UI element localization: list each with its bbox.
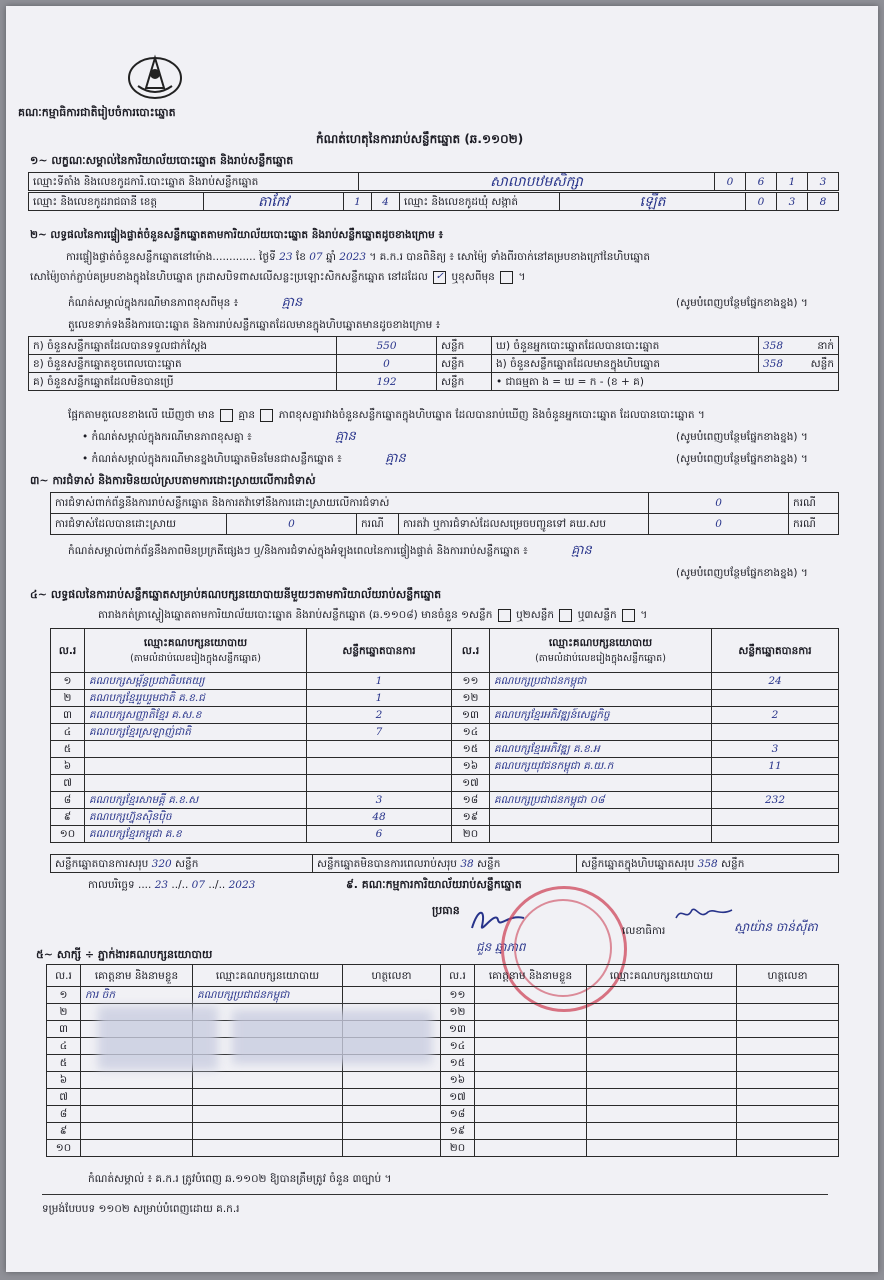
witness-name	[475, 1140, 587, 1157]
witness-row	[47, 1123, 839, 1140]
change-note	[68, 296, 302, 310]
verification-year: 2023	[339, 251, 367, 263]
section-1-heading: ១~ លក្ខណៈសម្គាល់នៃការិយាល័យបោះឆ្នោត និងរាប់សន្លឹកឆ្នោត	[30, 154, 294, 167]
col-party-subtitle: (តាមលំដាប់លេខរៀងក្នុងសន្លឹកឆ្នោត)	[535, 652, 666, 664]
forwarded-unit: ករណី	[789, 514, 839, 535]
witness-signature	[737, 1021, 839, 1038]
party-votes: 3	[307, 792, 452, 809]
committee-name: គណៈកម្មាធិការជាតិរៀបចំការបោះឆ្នោត	[18, 106, 176, 119]
witness-name	[475, 1004, 587, 1021]
witness-signature	[737, 1123, 839, 1140]
two-sheet-checkbox[interactable]	[559, 609, 572, 622]
party-number: ៦	[51, 758, 85, 775]
district-label: ឈ្មោះ និងលេខកូដរាជធានី ខេត្ត	[29, 193, 204, 211]
party-number: ១៦	[452, 758, 490, 775]
party-name: គណបក្សខ្មែរសាមគ្គី គ.ខ.ស	[85, 792, 307, 809]
figure-value: 0	[337, 355, 437, 373]
party-number: ១៥	[452, 741, 490, 758]
secretary-label: លេខាធិការ	[622, 925, 666, 937]
party-votes: 6	[307, 826, 452, 843]
invalid-total-label: សន្លឹកឆ្នោតមិនបានការពេលរាប់សរុប	[317, 857, 457, 870]
change-note-label: កំណត់សម្គាល់ក្នុងករណីមានភាពខុសពីមុន ៖	[68, 297, 239, 309]
col-no-header: ល.រ	[452, 629, 490, 673]
nonmatch-note-hint: (សូមបំពេញបន្ថែមផ្នែកខាងខ្នង) ។	[676, 453, 808, 465]
figures-intro: តួលេខទាក់ទងនឹងការបោះឆ្នោត និងការរាប់សន្លឹកឆ្នោតដែលមានក្នុងហិបឆ្នោតមានដូចខាងក្រោម ៖	[68, 319, 441, 331]
witness-number: ១២	[441, 1004, 475, 1021]
witness-number: ៧	[47, 1089, 81, 1106]
party-votes: 1	[307, 690, 452, 707]
figure-unit: សន្លឹក	[437, 355, 492, 373]
box-total-value: 358	[697, 857, 718, 870]
figure-value: 358	[763, 339, 784, 352]
difference-note-hint: (សូមបំពេញបន្ថែមផ្នែកខាងខ្នង) ។	[676, 431, 808, 443]
witness-row	[47, 1140, 839, 1157]
witness-signature	[343, 1072, 441, 1089]
month-prefix: ខែ	[295, 251, 306, 263]
witness-number: ១៧	[441, 1089, 475, 1106]
forwarded-label: ការតវ៉ា ឬការជំទាស់ដែលសម្រេចបញ្ជូនទៅ គឃ.សប	[399, 514, 649, 535]
forwarded-value: 0	[649, 514, 789, 535]
nonmatch-note-value: គ្មាន	[385, 451, 406, 466]
party-votes	[307, 741, 452, 758]
witness-name	[475, 987, 587, 1004]
change-note-value: គ្មាន	[281, 295, 303, 310]
station-label: ឈ្មោះទីតាំង និងលេខកូដការិ.បោះឆ្នោត និងរាប់សន្លឹកឆ្នោត	[29, 173, 359, 191]
figure-label: ង) ចំនួនសន្លឹកឆ្នោតដែលមានក្នុងហិបឆ្នោត	[492, 355, 759, 373]
witness-name	[81, 1089, 193, 1106]
col-party-header	[85, 629, 307, 673]
witness-col-name: គោត្តនាម និងនាមខ្លួន	[81, 965, 193, 987]
box-total-label: សន្លឹកឆ្នោតក្នុងហិបឆ្នោតសរុប	[581, 857, 695, 870]
party-name: គណបក្សខ្មែររួបរួមជាតិ គ.ខ.ជ	[85, 690, 307, 707]
witness-name	[475, 1106, 587, 1123]
totals-table	[50, 854, 839, 873]
witness-number: ៣	[47, 1021, 81, 1038]
date-day: 23	[154, 879, 169, 891]
valid-total-value: 320	[151, 857, 172, 870]
date-month: 07	[191, 879, 206, 891]
col-party-title: ឈ្មោះគណបក្សនយោបាយ	[548, 636, 653, 649]
party-votes	[307, 775, 452, 792]
party-votes	[712, 724, 839, 741]
form-footer: ទម្រង់បែបបទ ១១០២ សម្រាប់បំពេញដោយ គ.ក.រ	[42, 1203, 240, 1215]
results-row	[51, 792, 839, 809]
difference-check	[68, 408, 705, 422]
station-code-digit: 1	[777, 173, 808, 191]
irregularity-note	[68, 544, 592, 558]
witness-col-sign: ហត្ថលេខា	[343, 965, 441, 987]
date-label: កាលបរិច្ឆេទ	[88, 879, 135, 891]
witness-party	[587, 1004, 737, 1021]
invalid-total	[313, 855, 577, 873]
valid-total-unit: សន្លឹក	[175, 857, 199, 870]
district-code-digit: 4	[372, 193, 400, 211]
valid-total-label: សន្លឹកឆ្នោតបានការសរុប	[55, 857, 149, 870]
difference-check-text: ផ្អែកតាមតួលេខខាងលើ ឃើញថា មាន	[68, 409, 215, 421]
verification-line-1	[66, 250, 650, 264]
section-3-heading: ៣~ ការជំទាស់ និងការមិនយល់ស្របតាមការដោះស្រាយលើការជំទាស់	[30, 474, 316, 487]
date-year: 2023	[228, 879, 256, 891]
witness-row	[47, 987, 839, 1004]
chair-label: ប្រធាន	[432, 904, 460, 917]
witness-name: ការ ចិក	[81, 987, 193, 1004]
station-value: សាលាបឋមសិក្សា	[359, 173, 715, 191]
witness-col-party: ឈ្មោះគណបក្សនយោបាយ	[587, 965, 737, 987]
witness-party	[587, 1089, 737, 1106]
figure-value-unit	[759, 337, 839, 355]
witness-party	[587, 1072, 737, 1089]
witness-number: ៩	[47, 1123, 81, 1140]
party-name	[490, 809, 712, 826]
witness-signature	[737, 1004, 839, 1021]
form-title: កំណត់ហេតុនៃការរាប់សន្លឹកឆ្នោត (ឆ.១១០២)	[316, 132, 524, 146]
witness-name	[475, 1038, 587, 1055]
station-code-digit: 0	[715, 173, 746, 191]
party-number: ១៤	[452, 724, 490, 741]
change-note-hint: (សូមបំពេញបន្ថែមផ្នែកខាងខ្នង) ។	[676, 297, 808, 309]
party-votes: 2	[307, 707, 452, 724]
party-number: ៤	[51, 724, 85, 741]
witness-name	[81, 1140, 193, 1157]
station-code-digit: 3	[808, 173, 839, 191]
party-name: គណបក្សខ្មែរអភិវឌ្ឍ គ.ខ.អ	[490, 741, 712, 758]
col-party-header	[490, 629, 712, 673]
party-number: ៧	[51, 775, 85, 792]
party-name: គណបក្សខ្មែរកម្ពុជា គ.ខ	[85, 826, 307, 843]
verification-month: 07	[309, 251, 323, 263]
party-name: គណបក្សខ្មែរស្រឡាញ់ជាតិ	[85, 724, 307, 741]
figure-value-unit	[759, 355, 839, 373]
figure-formula: • ជាធម្មតា ង = ឃ = ក - (ខ + គ)	[492, 373, 839, 391]
party-number: ១៩	[452, 809, 490, 826]
invalid-total-unit: សន្លឹក	[477, 857, 501, 870]
party-number: ១៨	[452, 792, 490, 809]
party-name: គណបក្សសញ្ញាតិខ្មែរ គ.ស.ខ	[85, 707, 307, 724]
results-row	[51, 707, 839, 724]
party-votes: 11	[712, 758, 839, 775]
witness-row	[47, 1072, 839, 1089]
verification-line-2: សោម៉្យៃចាក់ភ្ជាប់គម្របខាងក្នុងនៃហិបឆ្នោត ក្រដាសបិទពាសលើសន្លះប្រឡោះសិកសន្លឹកឆ្នោត នៅដដែល ✓ ឬខុសពីមុន ។	[30, 270, 526, 283]
witness-number: ១៤	[441, 1038, 475, 1055]
objection-unit: ករណី	[789, 493, 839, 514]
party-number: ១១	[452, 673, 490, 690]
witness-number: ១១	[441, 987, 475, 1004]
witness-signature	[737, 1106, 839, 1123]
results-row	[51, 673, 839, 690]
three-sheet-checkbox[interactable]	[622, 609, 635, 622]
witness-name	[81, 1106, 193, 1123]
figure-unit: សន្លឹក	[810, 357, 834, 370]
party-number: ១៣	[452, 707, 490, 724]
witness-number: ១	[47, 987, 81, 1004]
figure-label: គ) ចំនួនសន្លឹកឆ្នោតដែលមិនបានប្រើ	[29, 373, 337, 391]
party-number: ៨	[51, 792, 85, 809]
witness-number: ៤	[47, 1038, 81, 1055]
col-votes-header: សន្លឹកឆ្នោតបានការ	[712, 629, 839, 673]
results-row	[51, 809, 839, 826]
results-row	[51, 758, 839, 775]
tally-sheet-text: តារាងកត់ត្រាស្ទៀងឆ្នោតតាមការិយាល័យបោះឆ្នោត និងរាប់សន្លឹកឆ្នោត (ឆ.១១០៨) មានចំនួន ១សន្លឹក	[98, 609, 493, 621]
witness-party	[193, 1072, 343, 1089]
valid-total	[51, 855, 313, 873]
party-votes: 3	[712, 741, 839, 758]
figure-unit: សន្លឹក	[437, 373, 492, 391]
party-number: ១០	[51, 826, 85, 843]
party-votes: 2	[712, 707, 839, 724]
objection-table	[50, 492, 839, 535]
col-party-subtitle: (តាមលំដាប់លេខរៀងក្នុងសន្លឹកឆ្នោត)	[130, 652, 261, 664]
results-body	[51, 673, 839, 843]
ballot-figures-table	[28, 336, 839, 391]
witness-signature	[737, 1038, 839, 1055]
invalid-total-value: 38	[460, 857, 474, 870]
witness-number: ១០	[47, 1140, 81, 1157]
results-row	[51, 690, 839, 707]
col-party-title: ឈ្មោះគណបក្សនយោបាយ	[143, 636, 248, 649]
witness-signature	[737, 1140, 839, 1157]
witness-name	[475, 1123, 587, 1140]
results-table	[50, 628, 839, 843]
changed-label: ឬខុសពីមុន	[451, 271, 495, 283]
witness-number: ១៣	[441, 1021, 475, 1038]
three-sheet-label: ឬ៣សន្លឹក	[577, 609, 617, 621]
difference-yes-checkbox[interactable]	[220, 409, 233, 422]
box-total-unit: សន្លឹក	[721, 857, 745, 870]
district-table	[28, 192, 839, 211]
witness-signature	[343, 1106, 441, 1123]
difference-check-rest: ភាពខុសគ្នារវាងចំនួនសន្លឹកឆ្នោតក្នុងហិបឆ្នោត ដែលបានរាប់ឃើញ និងចំនួនអ្នកបោះឆ្នោត ដែលបានបោះឆ្នោត ។	[278, 409, 705, 421]
commune-code-digit: 0	[746, 193, 777, 211]
witness-number: ១៩	[441, 1123, 475, 1140]
commune-code-digit: 3	[777, 193, 808, 211]
witness-signature	[343, 1140, 441, 1157]
witness-signature	[737, 987, 839, 1004]
chair-name: ជួន ឆ្មាភាព	[476, 940, 526, 954]
witness-party: គណបក្សប្រជាជនកម្ពុជា	[193, 987, 343, 1004]
witness-number: ២	[47, 1004, 81, 1021]
one-sheet-checkbox[interactable]	[498, 609, 511, 622]
witness-signature	[737, 1089, 839, 1106]
witness-party	[193, 1140, 343, 1157]
witness-number: ៨	[47, 1106, 81, 1123]
witness-number: ២០	[441, 1140, 475, 1157]
party-votes: 48	[307, 809, 452, 826]
results-row	[51, 826, 839, 843]
nonmatch-note	[82, 452, 406, 466]
changed-checkbox[interactable]	[500, 271, 513, 284]
witness-party	[587, 1106, 737, 1123]
party-name: គណបក្សហ្វ៊ុនស៊ិនប៉ិច	[85, 809, 307, 826]
commune-label: ឈ្មោះ និងលេខកូដឃុំ សង្កាត់	[400, 193, 560, 211]
party-name	[85, 758, 307, 775]
party-number: ១២	[452, 690, 490, 707]
committee-emblem	[126, 48, 184, 100]
witness-number: ១៨	[441, 1106, 475, 1123]
tally-sheet-line: តារាងកត់ត្រាស្ទៀងឆ្នោតតាមការិយាល័យបោះឆ្នោត និងរាប់សន្លឹកឆ្នោត (ឆ.១១០៨) មានចំនួន ១សន្លឹក ឬ២សន្លឹក ឬ៣សន្លឹក ។	[98, 609, 648, 621]
objection-row-label: ការជំទាស់ពាក់ព័ន្ធនឹងការរាប់សន្លឹកឆ្នោត និងការតវ៉ាទៅនឹងការដោះស្រាយលើការជំទាស់	[51, 493, 649, 514]
party-number: ១៧	[452, 775, 490, 792]
witness-number: ១៥	[441, 1055, 475, 1072]
irregularity-note-value: គ្មាន	[571, 543, 592, 558]
party-name	[85, 775, 307, 792]
seal-check-text: សោម៉្យៃចាក់ភ្ជាប់គម្របខាងក្នុងនៃហិបឆ្នោត ក្រដាសបិទពាសលើសន្លះប្រឡោះសិកសន្លឹកឆ្នោត នៅដដែល	[30, 271, 428, 283]
witness-party	[587, 1140, 737, 1157]
commune-value: ឡើត	[560, 193, 746, 211]
witness-col-no: ល.រ	[441, 965, 475, 987]
witness-party	[193, 1123, 343, 1140]
party-votes: 7	[307, 724, 452, 741]
form-sheet	[6, 6, 878, 1272]
redacted-parties	[232, 1010, 432, 1064]
witness-signature	[343, 1089, 441, 1106]
witness-name	[475, 1072, 587, 1089]
difference-note-label: • កំណត់សម្គាល់ក្នុងករណីមានភាពខុសគ្នា ៖	[82, 431, 252, 443]
resolved-label: ការជំទាស់ដែលបានដោះស្រាយ	[51, 514, 227, 535]
party-name	[85, 741, 307, 758]
witness-party	[587, 987, 737, 1004]
witness-col-name: គោត្តនាម និងនាមខ្លួន	[475, 965, 587, 987]
witness-signature	[343, 987, 441, 1004]
nonmatch-note-label: • កំណត់សម្គាល់ក្នុងករណីមានខ្នងហិបឆ្នោតមិនមែនជាសន្លឹកឆ្នោត ៖	[82, 453, 342, 465]
witness-name	[81, 1123, 193, 1140]
party-name	[490, 775, 712, 792]
party-number: ៣	[51, 707, 85, 724]
witness-party	[587, 1021, 737, 1038]
party-votes: 232	[712, 792, 839, 809]
figure-value: 550	[337, 337, 437, 355]
commune-code-digit: 8	[808, 193, 839, 211]
results-row	[51, 724, 839, 741]
party-name: គណបក្សប្រជាជនកម្ពុជា	[490, 673, 712, 690]
results-row	[51, 775, 839, 792]
figure-unit: នាក់	[817, 339, 834, 352]
verification-check-text: ។ គ.ក.រ បានពិនិត្យ ៖ សោម៉្យៃ ទាំងពីរចាក់នៅគម្របខាងក្រៅនៃហិបឆ្នោត	[369, 251, 651, 263]
party-number: ២០	[452, 826, 490, 843]
difference-none-checkbox[interactable]	[260, 409, 273, 422]
party-votes	[307, 758, 452, 775]
counting-committee-label: ៩. គណៈកម្មការការិយាល័យរាប់សន្លឹកឆ្នោត	[346, 878, 522, 891]
redacted-names	[98, 1006, 218, 1070]
party-votes	[712, 775, 839, 792]
box-total	[577, 855, 839, 873]
footer-divider	[42, 1194, 828, 1195]
witness-number: ៥	[47, 1055, 81, 1072]
objection-row-value: 0	[649, 493, 789, 514]
section-5-heading: ៥~ សាក្សី ÷ ភ្នាក់ងារគណបក្សនយោបាយ	[36, 948, 213, 961]
figures-row	[29, 355, 839, 373]
witness-party	[193, 1106, 343, 1123]
witness-name	[475, 1089, 587, 1106]
witness-number: ៦	[47, 1072, 81, 1089]
district-code-digit: 1	[344, 193, 372, 211]
witness-signature	[737, 1072, 839, 1089]
witness-party	[193, 1089, 343, 1106]
witness-row	[47, 1106, 839, 1123]
party-number: ៥	[51, 741, 85, 758]
irregularity-note-hint: (សូមបំពេញបន្ថែមផ្នែកខាងខ្នង) ។	[676, 567, 808, 579]
figure-value: 192	[337, 373, 437, 391]
figures-row	[29, 373, 839, 391]
witness-signature	[343, 1123, 441, 1140]
witness-col-sign: ហត្ថលេខា	[737, 965, 839, 987]
section-2-heading: ២~ លទ្ធផលនៃការផ្ទៀងផ្ទាត់ចំនួនសន្លឹកឆ្នោតតាមការិយាល័យបោះឆ្នោត និងរាប់សន្លឹកឆ្នោតដូចខាងក្រោម ៖	[30, 229, 444, 241]
witness-party	[587, 1038, 737, 1055]
footer-note: កំណត់សម្គាល់ ៖ គ.ក.រ ត្រូវបំពេញ ឆ.១១០២ ឱ្យបានត្រឹមត្រូវ ចំនួន ៣ច្បាប់ ។	[88, 1173, 392, 1185]
results-row	[51, 741, 839, 758]
verification-time-text: ការផ្ទៀងផ្ទាត់ចំនួនសន្លឹកឆ្នោតនៅម៉ោង............. ថ្ងៃទី	[66, 251, 276, 263]
party-votes	[712, 690, 839, 707]
party-votes: 24	[712, 673, 839, 690]
station-code-digit: 6	[746, 173, 777, 191]
witness-col-no: ល.រ	[47, 965, 81, 987]
irregularity-note-label: កំណត់សម្គាល់ពាក់ព័ន្ធនឹងភាពមិនប្រក្រតីផ្សេងៗ ឬ/និងការជំទាស់ក្នុងអំឡុងពេលនៃការផ្ទៀងផ្ទាត់ និងការរាប់សន្លឹកឆ្នោត ៖	[68, 545, 528, 557]
party-name	[490, 690, 712, 707]
party-votes: 1	[307, 673, 452, 690]
year-prefix: ឆ្នាំ	[325, 251, 336, 263]
party-name: គណបក្សសម្ព័ន្ធប្រជាធិបតេយ្យ	[85, 673, 307, 690]
party-name: គណបក្សយុវជនកម្ពុជា គ.យ.ក	[490, 758, 712, 775]
party-name: គណបក្សខ្មែរអភិវឌ្ឍន៍សេដ្ឋកិច្ច	[490, 707, 712, 724]
figures-row	[29, 337, 839, 355]
figure-value: 358	[763, 357, 784, 370]
two-sheet-label: ឬ២សន្លឹក	[516, 609, 555, 621]
party-name: គណបក្សប្រជាជនកម្ពុជា ០៨	[490, 792, 712, 809]
witness-party	[587, 1055, 737, 1072]
party-votes	[712, 826, 839, 843]
resolved-unit: ករណី	[357, 514, 399, 535]
party-votes	[712, 809, 839, 826]
station-table	[28, 172, 839, 191]
signing-date: កាលបរិច្ឆេទ .... 23 ../.. 07 ../.. 2023	[88, 879, 256, 891]
witness-row	[47, 1089, 839, 1106]
secretary-signature	[674, 904, 734, 924]
witness-name	[81, 1072, 193, 1089]
party-number: ១	[51, 673, 85, 690]
witness-number: ១៦	[441, 1072, 475, 1089]
witness-name	[475, 1021, 587, 1038]
witness-signature	[737, 1055, 839, 1072]
figure-label: ឃ) ចំនួនអ្នកបោះឆ្នោតដែលបានបោះឆ្នោត	[492, 337, 759, 355]
same-checkbox[interactable]: ✓	[433, 271, 446, 284]
witness-name	[475, 1055, 587, 1072]
party-name	[490, 724, 712, 741]
difference-none-label: គ្មាន	[238, 409, 256, 421]
party-name	[490, 826, 712, 843]
difference-note	[82, 430, 356, 444]
col-no-header: ល.រ	[51, 629, 85, 673]
section-4-heading: ៤~ លទ្ធផលនៃការរាប់សន្លឹកឆ្នោតសម្រាប់គណបក្សនយោបាយនីមួយៗតាមការិយាល័យរាប់សន្លឹកឆ្នោត	[30, 588, 442, 601]
figure-label: ក) ចំនួនសន្លឹកឆ្នោតដែលបានទទួលជាក់ស្តែង	[29, 337, 337, 355]
difference-note-value: គ្មាន	[335, 429, 356, 444]
party-number: ៩	[51, 809, 85, 826]
verification-day: 23	[279, 251, 293, 263]
col-votes-header: សន្លឹកឆ្នោតបានការ	[307, 629, 452, 673]
resolved-value: 0	[227, 514, 357, 535]
party-number: ២	[51, 690, 85, 707]
secretary-name: ស្មាយ៉ាន ចាន់ស៊ីតា	[734, 920, 818, 934]
witness-col-party: ឈ្មោះគណបក្សនយោបាយ	[193, 965, 343, 987]
figure-label: ខ) ចំនួនសន្លឹកឆ្នោតខូចពេលបោះឆ្នោត	[29, 355, 337, 373]
witness-party	[587, 1123, 737, 1140]
district-value: តាកែវ	[204, 193, 344, 211]
figure-unit: សន្លឹក	[437, 337, 492, 355]
